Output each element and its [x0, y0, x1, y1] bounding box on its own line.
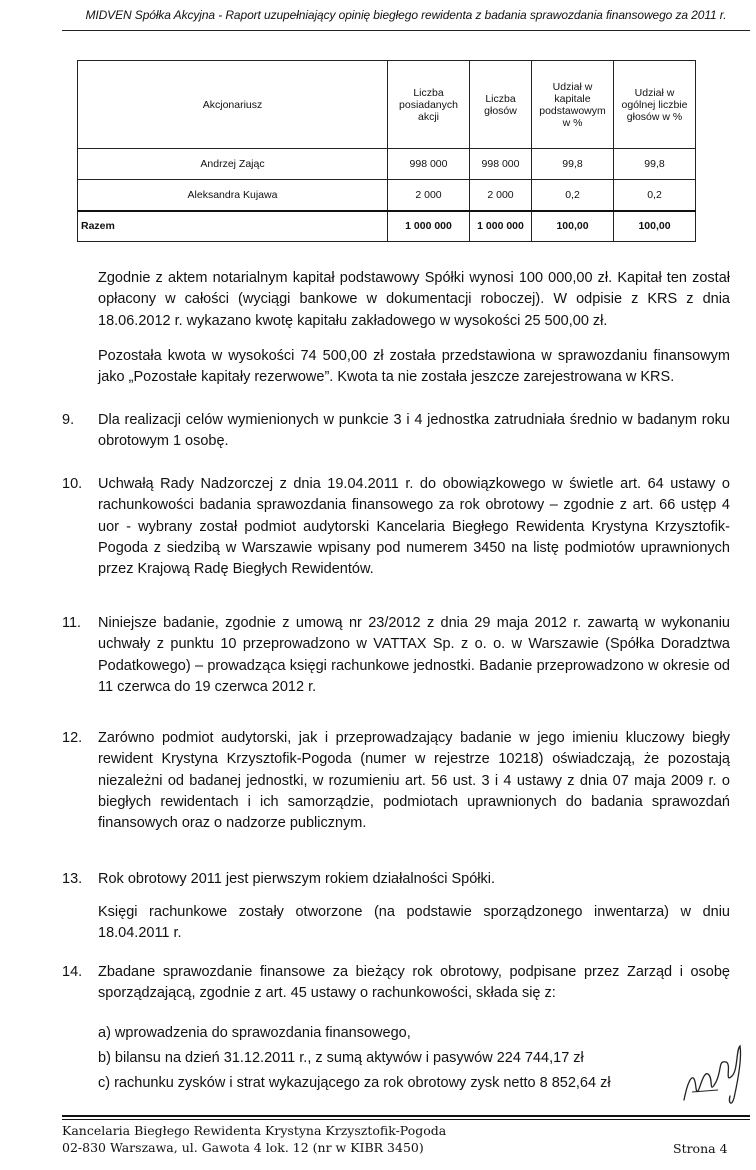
header-capital-share: Udział w kapitale podstawowym w %	[532, 61, 614, 149]
table-row	[78, 180, 696, 211]
cell-votes-pct: 99,8	[614, 149, 696, 180]
reserve-paragraph: Pozostała kwota w wysokości 74 500,00 zł została przedstawiona w sprawozdaniu finansowym jako „Pozostałe kapitały rezerwowe”. Kwota ta nie została jeszcze zarejestrowana w KRS.	[98, 348, 730, 386]
sub-item-c: c) rachunku zysków i strat wykazującego za rok obrotowy zysk netto 8 852,64 zł	[98, 1075, 611, 1091]
table-header-row	[78, 61, 696, 149]
cell-total-capital-pct: 100,00	[532, 211, 614, 242]
item-text: Niniejsze badanie, zgodnie z umową nr 23/2012 z dnia 29 maja 2012 r. zawartą w wykonaniu uchwały z punktu 10 przeprowadzono w VATTAX Sp. z o. o. w Warszawie (Spółka Doradztwa Podatkowego) – prowadząca księgi rachunkowe jednostki. Badanie przeprowadzono w okresie od 11 czerwca do 19 czerwca 2012 r.	[98, 615, 730, 695]
item-text: Rok obrotowy 2011 jest pierwszym rokiem działalności Spółki.	[98, 871, 496, 887]
cell-total-votes: 1 000 000	[470, 211, 532, 242]
cell-shares: 998 000	[388, 149, 470, 180]
header-votes-share: Udział w ogólnej liczbie głosów w %	[614, 61, 696, 149]
item-number: 11.	[62, 615, 82, 631]
cell-capital-pct: 99,8	[532, 149, 614, 180]
cell-votes: 2 000	[470, 180, 532, 211]
item-text: Uchwałą Rady Nadzorczej z dnia 19.04.2011 r. do obowiązkowego w świetle art. 64 ustawy o rachunkowości badania sprawozdania finansowego za rok obrotowy – zgodnie z art. 66 ustęp 4 uor - wybrany został podmiot audytorski Kancelaria Biegłego Rewidenta Krystyna Krzysztofik-Pogoda z siedzibą w Warszawie wpisany pod numerem 3450 na listę podmiotów uprawnionych przez Krajową Radę Biegłych Rewidentów.	[98, 476, 730, 578]
footer-divider-thick	[62, 1115, 750, 1117]
item-number: 10.	[62, 476, 83, 492]
list-item-14	[62, 962, 730, 1005]
item-number: 14.	[62, 964, 83, 980]
footer-line-2: 02-830 Warszawa, ul. Gawota 4 lok. 12 (nr w KIBR 3450)	[62, 1140, 424, 1155]
header-divider	[62, 30, 750, 31]
footer-divider-thin	[62, 1119, 750, 1120]
cell-total-votes-pct: 100,00	[614, 211, 696, 242]
header-shareholder: Akcjonariusz	[78, 61, 388, 149]
capital-paragraph: Zgodnie z aktem notarialnym kapitał podstawowy Spółki wynosi 100 000,00 zł. Kapitał ten został opłacony w całości (wyciągi bankowe w dokumentacji roboczej). W odpisie z KRS z dnia 18.06.2012 r. wykazano kwotę kapitału zakładowego w wysokości 25 500,00 zł.	[98, 270, 730, 329]
item-text: Dla realizacji celów wymienionych w punkcie 3 i 4 jednostka zatrudniała średnio w badanym roku obrotowym 1 osobę.	[98, 412, 730, 450]
cell-shareholder: Andrzej Zając	[78, 149, 388, 180]
cell-total-label: Razem	[78, 211, 388, 242]
table-row	[78, 149, 696, 180]
cell-votes: 998 000	[470, 149, 532, 180]
header-shares-count: Liczba posiadanych akcji	[388, 61, 470, 149]
cell-total-shares: 1 000 000	[388, 211, 470, 242]
sub-item-a: a) wprowadzenia do sprawozdania finansowego,	[98, 1025, 411, 1041]
list-item-12	[62, 728, 730, 834]
handwritten-signature	[678, 1040, 746, 1110]
table-total-row	[78, 211, 696, 242]
item-number: 12.	[62, 730, 83, 746]
books-opened-paragraph: Księgi rachunkowe zostały otworzone (na podstawie sporządzonego inwentarza) w dniu 18.04.2011 r.	[98, 904, 730, 942]
sub-item-b: b) bilansu na dzień 31.12.2011 r., z sumą aktywów i pasywów 224 744,17 zł	[98, 1050, 584, 1066]
item-number: 13.	[62, 871, 83, 887]
item-number: 9.	[62, 412, 75, 428]
list-item-9	[62, 410, 730, 453]
list-item-11	[62, 613, 730, 698]
footer-address	[62, 1122, 446, 1156]
cell-shares: 2 000	[388, 180, 470, 211]
item-text: Zbadane sprawozdanie finansowe za bieżący rok obrotowy, podpisane przez Zarząd i osobę sporządzającą, zgodnie z art. 45 ustawy o rachunkowości, składa się z:	[98, 964, 730, 1002]
header-votes-count: Liczba głosów	[470, 61, 532, 149]
cell-votes-pct: 0,2	[614, 180, 696, 211]
footer-line-1: Kancelaria Biegłego Rewidenta Krystyna Krzysztofik-Pogoda	[62, 1123, 447, 1138]
page-number: Strona 4	[673, 1141, 728, 1156]
page-header: MIDVEN Spółka Akcyjna - Raport uzupełniający opinię biegłego rewidenta z badania sprawozdania finansowego za 2011 r.	[85, 8, 727, 22]
item-text: Zarówno podmiot audytorski, jak i przeprowadzający badanie w jego imieniu kluczowy biegły rewident Krystyna Krzysztofik-Pogoda (numer w rejestrze 10218) oświadczają, że pozostają niezależni od badanej jednostki, w rozumieniu art. 56 ust. 3 i 4 ustawy z dnia 07 maja 2009 r. o biegłych rewidentach i ich samorządzie, podmiotach uprawnionych do badania sprawozdań finansowych oraz o nadzorze publicznym.	[98, 730, 730, 832]
cell-capital-pct: 0,2	[532, 180, 614, 211]
cell-shareholder: Aleksandra Kujawa	[78, 180, 388, 211]
shareholders-table	[77, 60, 696, 242]
list-item-13	[62, 869, 730, 890]
list-item-10	[62, 474, 730, 580]
